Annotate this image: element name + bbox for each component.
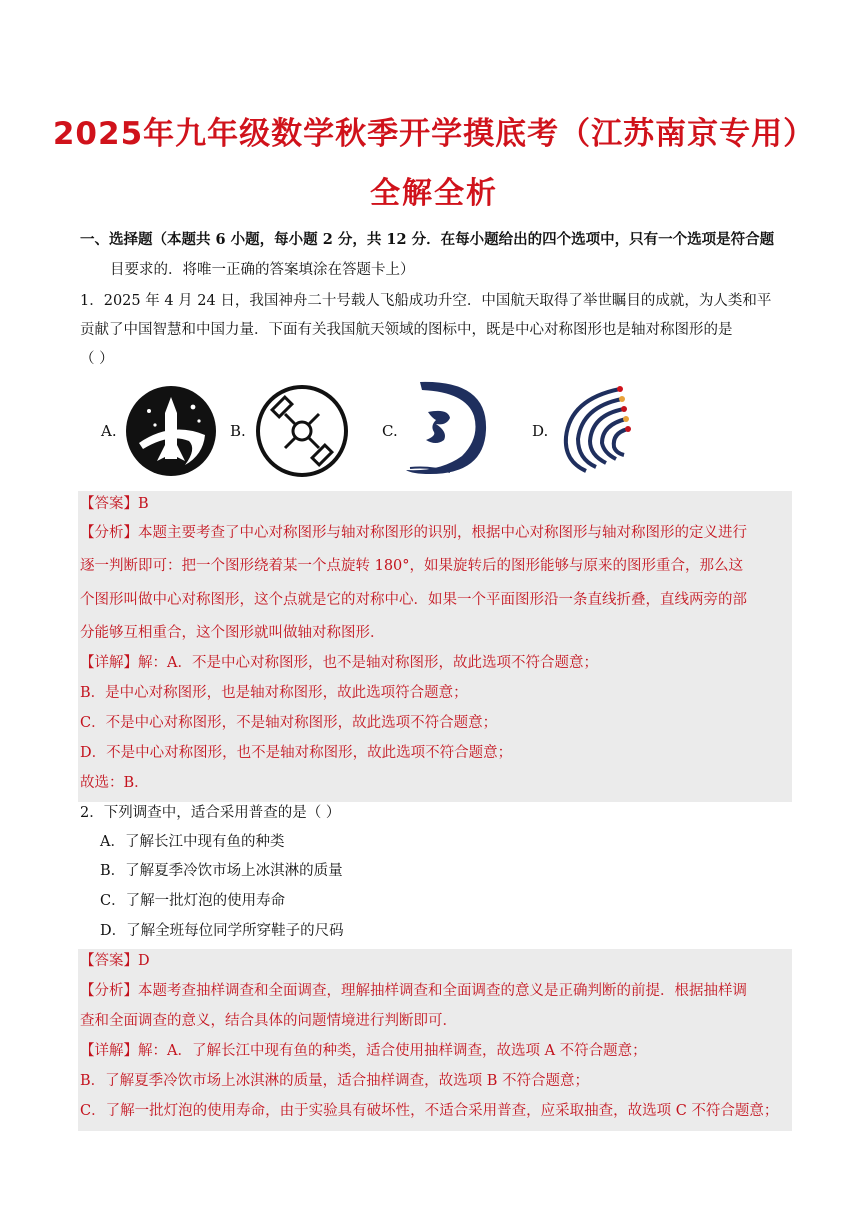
- q2-analysis-line: 查和全面调查的意义，结合具体的问题情境进行判断即可．: [80, 1013, 457, 1029]
- q2-answer: 【答案】D: [80, 953, 150, 969]
- q1-analysis-line: 分能够互相重合，这个图形就叫做轴对称图形．: [80, 625, 385, 641]
- orbit-logo-icon: [560, 385, 650, 475]
- answer-tag-label: 【详解】: [80, 1043, 138, 1059]
- q2-detail-line: C．了解一批灯泡的使用寿命，由于实验具有破坏性，不适合采用普查，应采取抽查，故选项 C 不符合题意；: [80, 1103, 779, 1119]
- q1-detail-line: D．不是中心对称图形，也不是轴对称图形，故此选项不符合题意；: [80, 745, 513, 761]
- answer-tag-label: 【分析】: [80, 525, 138, 541]
- q1-analysis-line: 【分析】本题主要考查了中心对称图形与轴对称图形的识别，根据中心对称图形与轴对称图形的定义进行: [80, 525, 747, 541]
- document-subtitle: 全解全析: [370, 176, 498, 211]
- q1-answer: 【答案】B: [80, 496, 149, 512]
- satellite-logo-icon: [255, 384, 349, 478]
- answer-tag-label: 【分析】: [80, 983, 138, 999]
- q2-option-d: D．了解全班每位同学所穿鞋子的尺码: [100, 923, 344, 939]
- q1-analysis-line: 个图形叫做中心对称图形，这个点就是它的对称中心．如果一个平面图形沿一条直线折叠，直线两旁的部: [80, 592, 747, 608]
- q1-stem-line1: 1．2025 年 4 月 24 日，我国神舟二十号载人飞船成功升空．中国航天取得了举世瞩目的成就，为人类和平: [80, 293, 772, 309]
- q1-detail-line: 【详解】解：A．不是中心对称图形，也不是轴对称图形，故此选项不符合题意；: [80, 655, 598, 671]
- q1-analysis-line: 逐一判断即可：把一个图形绕着某一个点旋转 180°，如果旋转后的图形能够与原来的图形重合，那么这: [80, 558, 744, 574]
- q2-detail-line: 【详解】解：A．了解长江中现有鱼的种类，适合使用抽样调查，故选项 A 不符合题意；: [80, 1043, 647, 1059]
- q1-option-d-label: D.: [532, 422, 549, 440]
- q2-option-c: C．了解一批灯泡的使用寿命: [100, 893, 286, 909]
- q2-analysis-line: 【分析】本题考查抽样调查和全面调查，理解抽样调查和全面调查的意义是正确判断的前提．根据抽样调: [80, 983, 747, 999]
- swirl-logo-icon: [400, 376, 496, 480]
- answer-tag-label: 【详解】: [80, 655, 138, 671]
- q1-stem-line3: （ ）: [80, 351, 114, 367]
- q2-stem: 2．下列调查中，适合采用普查的是（ ）: [80, 805, 341, 821]
- q1-option-b-label: B.: [230, 422, 246, 440]
- q1-option-a-label: A.: [101, 422, 117, 440]
- rocket-logo-icon: [125, 385, 217, 477]
- q2-option-a: A．了解长江中现有鱼的种类: [100, 834, 285, 850]
- q2-option-b: B．了解夏季冷饮市场上冰淇淋的质量: [100, 863, 343, 879]
- q2-detail-line: B．了解夏季冷饮市场上冰淇淋的质量，适合抽样调查，故选项 B 不符合题意；: [80, 1073, 590, 1089]
- document-title: 2025年九年级数学秋季开学摸底考（江苏南京专用）: [52, 116, 816, 152]
- q1-option-c-label: C.: [382, 422, 398, 440]
- q1-detail-line: B．是中心对称图形，也是轴对称图形，故此选项符合题意；: [80, 685, 468, 701]
- answer-tag-label: 【答案】: [80, 953, 138, 969]
- q1-detail-line: 故选：B．: [80, 775, 149, 791]
- q1-stem-line2: 贡献了中国智慧和中国力量．下面有关我国航天领域的图标中，既是中心对称图形也是轴对称图形的是: [80, 322, 733, 338]
- section-heading-cont: 目要求的．将唯一正确的答案填涂在答题卡上）: [110, 262, 415, 278]
- q1-detail-line: C．不是中心对称图形，不是轴对称图形，故此选项不符合题意；: [80, 715, 498, 731]
- section-heading: 一、选择题（本题共 6 小题，每小题 2 分，共 12 分．在每小题给出的四个选项中，只有一个选项是符合题: [80, 231, 775, 248]
- answer-tag-label: 【答案】: [80, 496, 138, 512]
